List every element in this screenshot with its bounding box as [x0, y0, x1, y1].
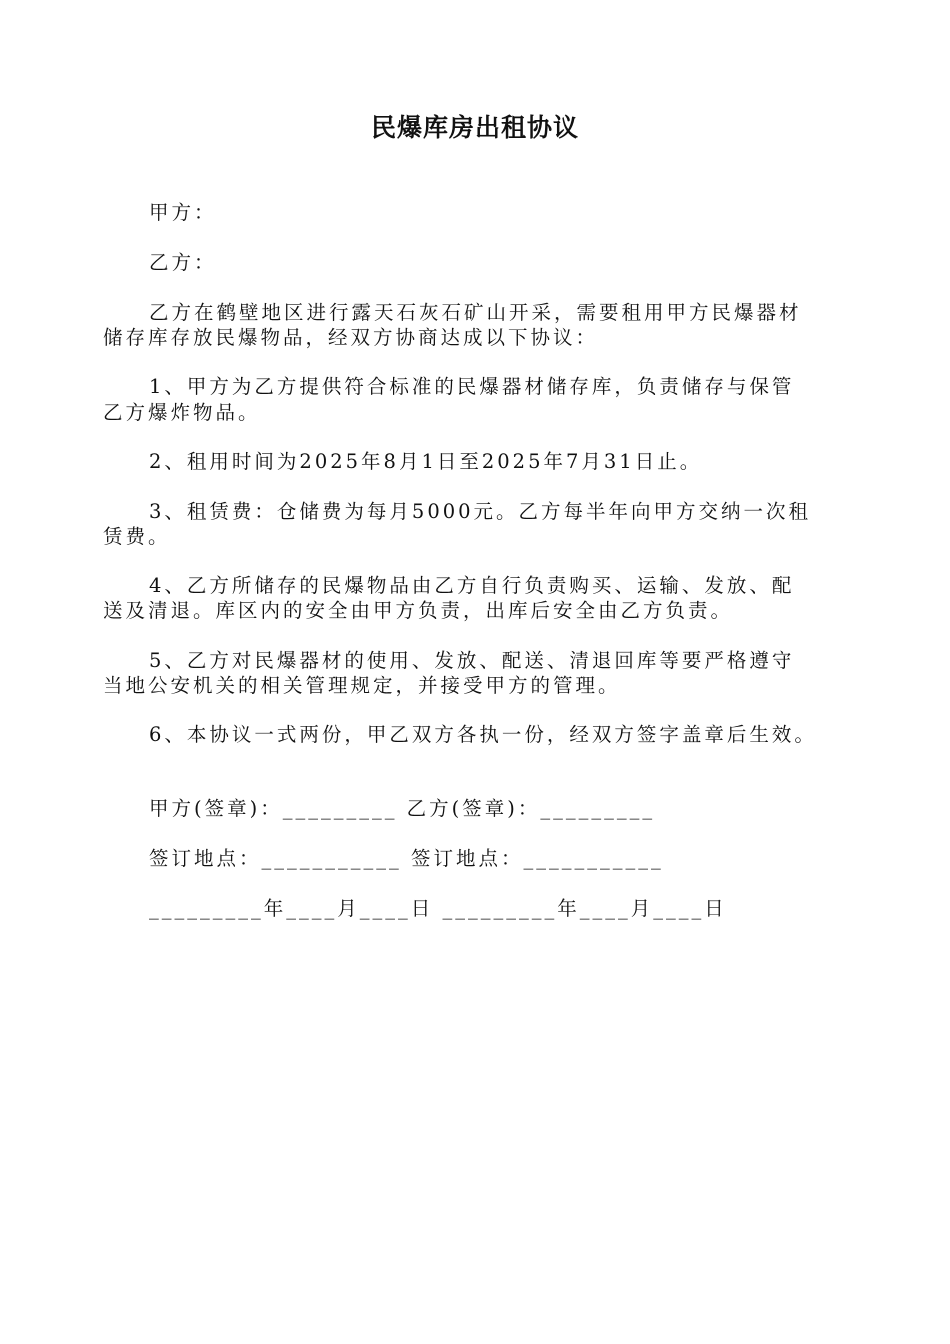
clause-2-line-1: 2、租用时间为2025年8月1日至2025年7月31日止。 [149, 450, 703, 473]
clause-1-line-2: 乙方爆炸物品。 [103, 401, 261, 424]
clause-1-line-1: 1、甲方为乙方提供符合标准的民爆器材储存库，负责储存与保管 [149, 375, 795, 398]
clause-4-line-1: 4、乙方所储存的民爆物品由乙方自行负责购买、运输、发放、配 [149, 574, 795, 597]
signature-dates: _________年____月____日 _________年____月____日 [149, 897, 727, 920]
clause-6-line-1: 6、本协议一式两份，甲乙双方各执一份，经双方签字盖章后生效。 [149, 723, 817, 746]
document-title: 民爆库房出租协议 [370, 113, 579, 142]
party-a-line: 甲方： [149, 201, 217, 224]
signature-places: 签订地点：___________ 签订地点：___________ [149, 847, 664, 870]
clause-5-line-1: 5、乙方对民爆器材的使用、发放、配送、清退回库等要严格遵守 [149, 649, 795, 672]
intro-line-1: 乙方在鹤壁地区进行露天石灰石矿山开采，需要租用甲方民爆器材 [149, 301, 802, 324]
intro-line-2: 储存库存放民爆物品，经双方协商达成以下协议： [103, 326, 599, 349]
signature-signers: 甲方(签章)：_________ 乙方(签章)：_________ [149, 797, 656, 820]
clause-3-line-2: 赁费。 [103, 525, 171, 548]
party-b-line: 乙方： [149, 251, 217, 274]
clause-3-line-1: 3、租赁费：仓储费为每月5000元。乙方每半年向甲方交纳一次租 [149, 500, 812, 523]
clause-4-line-2: 送及清退。库区内的安全由甲方负责，出库后安全由乙方负责。 [103, 599, 734, 622]
clause-5-line-2: 当地公安机关的相关管理规定，并接受甲方的管理。 [103, 674, 621, 697]
